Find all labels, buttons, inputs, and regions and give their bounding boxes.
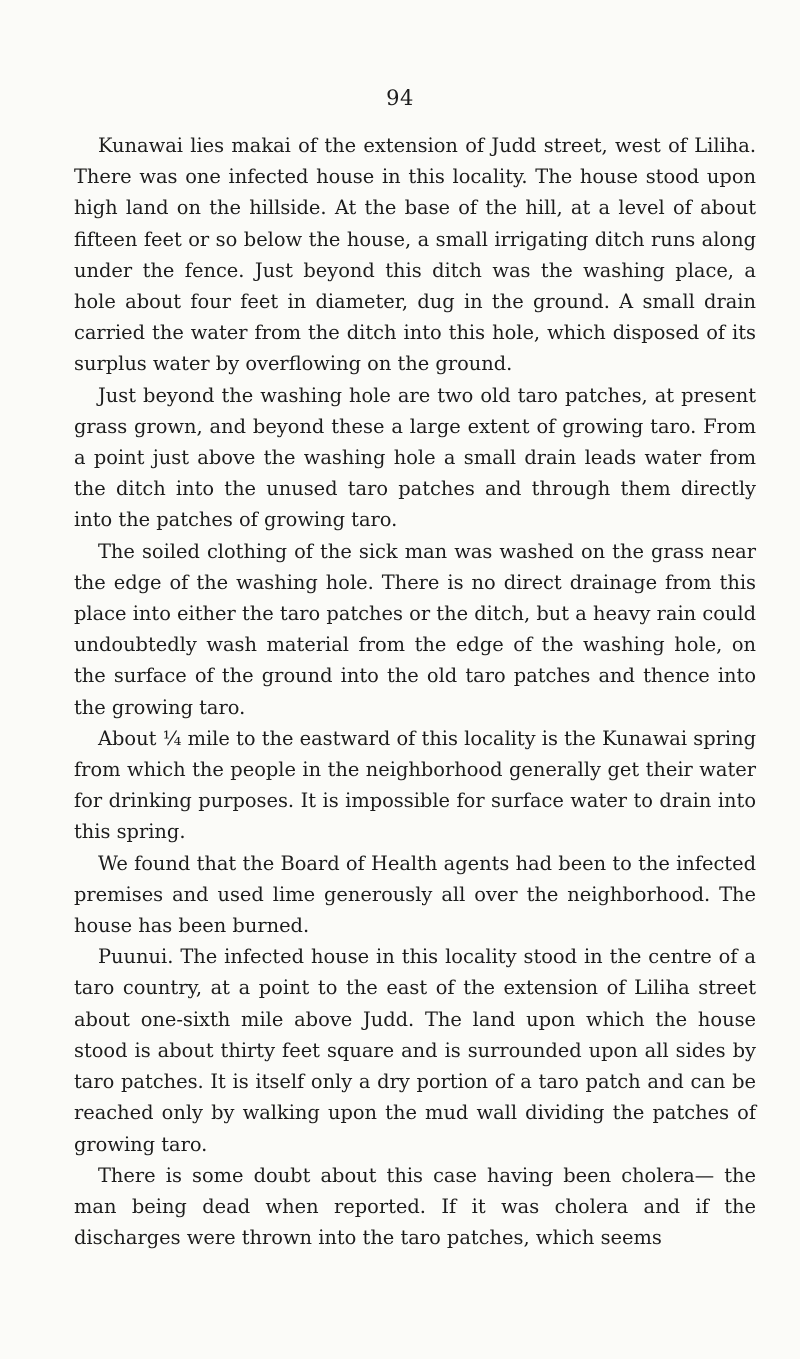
- body-text: [74, 130, 756, 1253]
- paragraph-kunawai-spring: About ¼ mile to the eastward of this locality is the Kunawai spring from which the people in the neighborhood generally get their water for drinking purposes. It is impossible for surface water to drain into this spring.: [74, 726, 756, 844]
- page-number: 94: [386, 86, 414, 110]
- paragraph-board-of-health: We found that the Board of Health agents had been to the infected premises and used lime generously all over the neighborhood. The house has been burned.: [74, 851, 756, 938]
- paragraph-cholera-doubt: There is some doubt about this case having been cholera— the man being dead when reported. If it was cholera and if the discharges were thrown into the taro patches, which seems: [74, 1163, 756, 1250]
- paragraph-taro-patches: Just beyond the washing hole are two old taro patches, at present grass grown, and beyond these a large extent of growing taro. From a point just above the washing hole a small drain leads water from the ditch into the unused taro patches and through them directly into the patches of growing taro.: [74, 383, 756, 532]
- paragraph-puunui: Puunui. The infected house in this locality stood in the centre of a taro country, at a point to the east of the extension of Liliha street about one-sixth mile above Judd. The land upon which the house stood is about thirty feet square and is surrounded upon all sides by taro patches. It is itself only a dry portion of a taro patch and can be reached only by walking upon the mud wall dividing the patches of growing taro.: [74, 945, 756, 1156]
- paragraph-soiled-clothing: The soiled clothing of the sick man was washed on the grass near the edge of the washing hole. There is no direct drainage from this place into either the taro patches or the ditch, but a heavy rain could undoubtedly wash material from the edge of the washing hole, on the surface of the ground into the old taro patches and thence into the growing taro.: [74, 539, 756, 719]
- paragraph-kunawai: Kunawai lies makai of the extension of Judd street, west of Liliha. There was one infected house in this locality. The house stood upon high land on the hillside. At the base of the hill, at a level of about fifteen feet or so below the house, a small irrigating ditch runs along under the fence. Just beyond this ditch was the washing place, a hole about four feet in diameter, dug in the ground. A small drain carried the water from the ditch into this hole, which disposed of its surplus water by overflowing on the ground.: [74, 134, 756, 376]
